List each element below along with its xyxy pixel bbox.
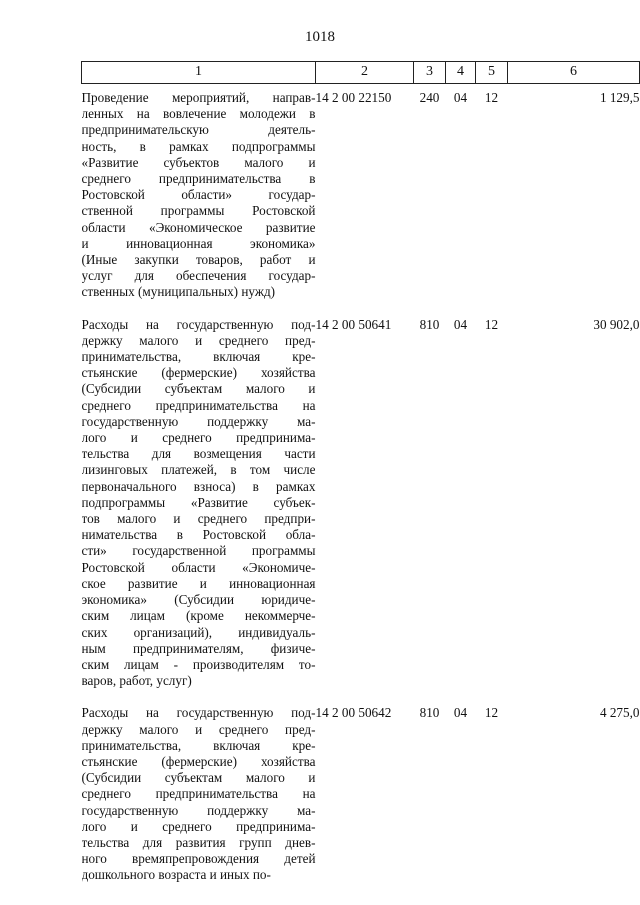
description-line: государственную поддержку ма- (81, 802, 316, 818)
row-target-code: 14 2 00 50642 (315, 705, 392, 721)
description-line: (Субсидии субъектам малого и (81, 381, 316, 397)
description-line: ским лицам (кроме некоммерче- (81, 608, 316, 624)
description-line: ным предпринимателям, физиче- (81, 640, 316, 656)
row-amount: 1 129,5 (599, 90, 640, 105)
spacer-cell (476, 301, 508, 311)
row-description (82, 699, 316, 883)
spacer-cell (82, 301, 316, 311)
header-col-6: 6 (508, 62, 640, 84)
row-subsection: 12 (484, 90, 499, 105)
description-line: среднего предпринимательства на (81, 786, 316, 802)
description-line: среднего предпринимательства на (81, 397, 316, 413)
row-section: 04 (453, 90, 468, 105)
row-expense-type: 810 (419, 316, 440, 332)
row-description (82, 84, 316, 301)
spacer-cell (316, 301, 414, 311)
description-line: ность, в рамках подпрограммы (81, 138, 316, 154)
spacer-cell (316, 689, 414, 699)
table-row (82, 84, 640, 301)
header-col-5: 5 (476, 62, 508, 84)
description-line: Проведение мероприятий, направ- (81, 90, 316, 105)
description-line: ленных на вовлечение молодежи в (81, 106, 316, 122)
description-line: сти» государственной программы (81, 543, 316, 559)
header-col-4: 4 (446, 62, 476, 84)
description-line: первоначального взноса) в рамках (81, 478, 316, 494)
description-line: лого и среднего предпринима- (81, 818, 316, 834)
description-line: ственной программы Ростовской (81, 203, 316, 219)
description-line: тельства для развития групп днев- (81, 834, 316, 850)
spacer-cell (414, 301, 446, 311)
description-line: ственных (муниципальных) нужд) (81, 284, 276, 300)
header-col-2: 2 (316, 62, 414, 84)
description-line: услуг для обеспечения государ- (81, 268, 316, 284)
description-line: области «Экономическое развитие (81, 219, 316, 235)
row-spacer (82, 301, 640, 311)
description-line: держку малого и среднего пред- (81, 721, 316, 737)
description-line: (Иные закупки товаров, работ и (81, 252, 316, 268)
row-target-code: 14 2 00 50641 (315, 316, 392, 332)
row-subsection: 12 (484, 316, 499, 332)
row-spacer (82, 689, 640, 699)
row-amount: 4 275,0 (599, 705, 640, 721)
row-expense-type: 240 (419, 90, 440, 105)
description-line: ного времяпрепровождения детей (81, 851, 316, 867)
description-line: нимательства в Ростовской обла- (81, 527, 316, 543)
description-line: тов малого и среднего предпри- (81, 511, 316, 527)
row-target-code: 14 2 00 22150 (315, 90, 392, 105)
header-col-1: 1 (82, 62, 316, 84)
description-line: тельства для возмещения части (81, 446, 316, 462)
spacer-cell (508, 689, 640, 699)
row-section: 04 (453, 316, 468, 332)
spacer-cell (414, 689, 446, 699)
row-amount: 30 902,0 (593, 316, 640, 332)
row-description (82, 311, 316, 690)
table-row (82, 699, 640, 883)
table-row (82, 311, 640, 690)
spacer-cell (446, 301, 476, 311)
spacer-cell (446, 689, 476, 699)
spacer-cell (82, 689, 316, 699)
description-line: Ростовской области» государ- (81, 187, 316, 203)
row-expense-type: 810 (419, 705, 440, 721)
header-col-3: 3 (414, 62, 446, 84)
description-line: предпринимательскую деятель- (81, 122, 316, 138)
description-line: дошкольного возраста и иных по- (81, 867, 271, 883)
description-line: ским лицам - производителям то- (81, 656, 316, 672)
row-section: 04 (453, 705, 468, 721)
description-line: стьянские (фермерские) хозяйства (81, 753, 316, 769)
description-line: государственную поддержку ма- (81, 413, 316, 429)
spacer-cell (476, 689, 508, 699)
table-body (82, 84, 640, 884)
description-line: экономика» (Субсидии юридиче- (81, 592, 316, 608)
description-line: лого и среднего предпринима- (81, 430, 316, 446)
description-line: «Развитие субъектов малого и (81, 154, 316, 170)
description-line: Расходы на государственную под- (81, 316, 316, 332)
description-line: подпрограммы «Развитие субъек- (81, 494, 316, 510)
description-line: лизинговых платежей, в том числе (81, 462, 316, 478)
description-line: принимательства, включая кре- (81, 737, 316, 753)
description-line: Ростовской области «Экономиче- (81, 559, 316, 575)
description-line: (Субсидии субъектам малого и (81, 770, 316, 786)
description-line: и инновационная экономика» (81, 235, 316, 251)
description-line: варов, работ, услуг) (81, 673, 192, 689)
description-line: стьянские (фермерские) хозяйства (81, 365, 316, 381)
description-line: ское развитие и инновационная (81, 575, 316, 591)
description-line: ских организаций), индивидуаль- (81, 624, 316, 640)
page-number: 1018 (305, 29, 335, 45)
row-subsection: 12 (484, 705, 499, 721)
description-line: среднего предпринимательства в (81, 171, 316, 187)
description-line: Расходы на государственную под- (81, 705, 316, 721)
description-line: принимательства, включая кре- (81, 349, 316, 365)
spacer-cell (508, 301, 640, 311)
description-line: держку малого и среднего пред- (81, 332, 316, 348)
table-header-row (82, 62, 640, 84)
budget-table (81, 61, 640, 884)
